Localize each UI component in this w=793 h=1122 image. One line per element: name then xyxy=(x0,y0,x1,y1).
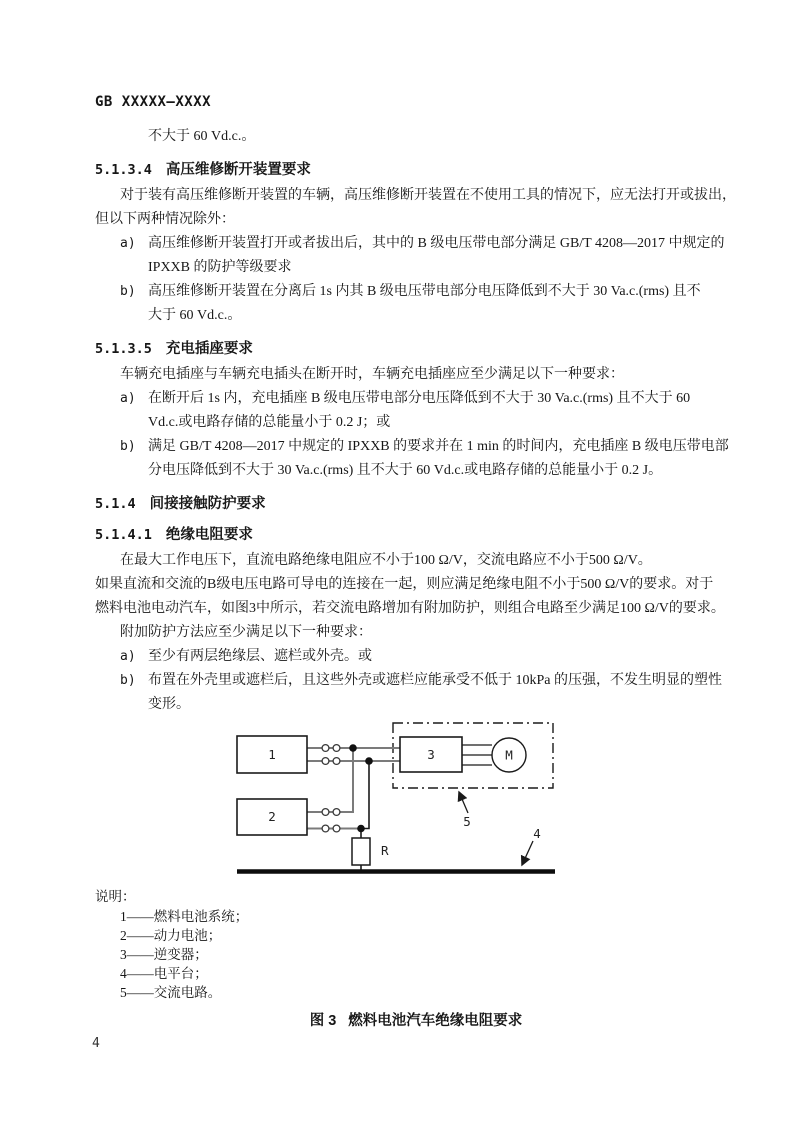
text-line: 车辆充电插座与车辆充电插头在断开时，车辆充电插座应至少满足以下一种要求： xyxy=(120,367,624,382)
figure3-circuit-diagram xyxy=(95,719,735,883)
text-line: 分电压降低到不大于 30 Va.c.(rms) 且不大于 60 Vd.c.或电路存储的总能量小于 0.2 J。 xyxy=(148,463,663,478)
resistor-label: R xyxy=(381,843,389,858)
text-line: 至少有两层绝缘层、遮栏或外壳。或 xyxy=(148,649,372,664)
legend-title: 说明： xyxy=(95,889,136,904)
heading-5-1-3-5 xyxy=(95,337,737,361)
list-item-body xyxy=(148,435,737,483)
heading-title: 绝缘电阻要求 xyxy=(165,527,253,543)
list-item-b xyxy=(120,669,737,717)
ref4-label: 4 xyxy=(533,826,541,841)
list-item-body xyxy=(148,669,737,717)
heading-5-1-4-1 xyxy=(95,523,737,547)
list-marker: a) xyxy=(120,236,136,251)
fuel-cell-system-label: 1 xyxy=(268,747,276,762)
list-item-body xyxy=(148,280,737,328)
list-marker: b) xyxy=(120,284,136,299)
legend-item-1: 1——燃料电池系统； xyxy=(120,909,249,924)
list-marker: a) xyxy=(120,649,136,664)
list-marker: a) xyxy=(120,391,136,406)
legend-item-4: 4——电平台； xyxy=(120,966,208,981)
list-item-a xyxy=(120,387,737,435)
text-line: 对于装有高压维修断开装置的车辆，高压维修断开装置在不使用工具的情况下，应无法打开或拔出， xyxy=(120,188,736,203)
heading-number: 5.1.3.5 xyxy=(95,341,152,357)
heading-5-1-4 xyxy=(95,492,737,516)
figure-caption-title: 燃料电池汽车绝缘电阻要求 xyxy=(348,1013,523,1029)
legend-item-3: 3——逆变器； xyxy=(120,947,208,962)
traction-battery-label: 2 xyxy=(268,809,276,824)
list-marker: b) xyxy=(120,439,136,454)
text-line: 高压维修断开装置在分离后 1s 内其 B 级电压带电部分电压降低到不大于 30 Va.c.(rms) 且不 xyxy=(148,284,701,299)
heading-5-1-3-4 xyxy=(95,158,737,182)
text-line: 但以下两种情况除外： xyxy=(95,212,235,227)
list-item-a xyxy=(120,645,737,669)
heading-number: 5.1.4 xyxy=(95,496,136,512)
legend-item-5: 5——交流电路。 xyxy=(120,985,222,1000)
paragraph-5-1-3-5 xyxy=(95,363,737,387)
figure-caption-number: 图 3 xyxy=(309,1013,337,1029)
carryover-line: 不大于 60 Vd.c.。 xyxy=(148,129,256,144)
heading-title: 间接接触防护要求 xyxy=(149,496,266,512)
heading-number: 5.1.4.1 xyxy=(95,527,152,543)
text-line: 燃料电池电动汽车，如图3中所示，若交流电路增加有附加防护，则组合电路至少满足100 Ω/V的要求。 xyxy=(95,601,725,616)
ref5-arrow xyxy=(459,792,468,813)
inverter-label: 3 xyxy=(427,747,435,762)
three-phase-lines xyxy=(462,745,492,765)
text-line: 布置在外壳里或遮栏后，且这些外壳或遮栏应能承受不低于 10kPa 的压强，不发生明显的塑性 xyxy=(148,673,722,688)
text-line: 如果直流和交流的B级电压电路可导电的连接在一起，则应满足绝缘电阻不小于500 Ω/V的要求。对于 xyxy=(95,577,714,592)
text-line: IPXXB 的防护等级要求 xyxy=(148,260,292,275)
paragraph-5-1-4-1 xyxy=(95,549,737,645)
list-item-a xyxy=(120,232,737,280)
legend-item-2: 2——动力电池； xyxy=(120,928,222,943)
text-line: Vd.c.或电路存储的总能量小于 0.2 J；或 xyxy=(148,415,391,430)
running-header: GB XXXXX—XXXX xyxy=(95,94,212,110)
paragraph-5-1-3-4 xyxy=(95,184,737,232)
list-item-body xyxy=(148,387,737,435)
ref4-arrow xyxy=(522,841,533,865)
resistor-symbol xyxy=(352,838,370,865)
figure-caption xyxy=(95,1010,737,1032)
list-item-body xyxy=(148,645,737,669)
list-item-body xyxy=(148,232,737,280)
connector-contacts xyxy=(322,745,340,832)
text-line: 附加防护方法应至少满足以下一种要求： xyxy=(120,625,372,640)
list-item-b xyxy=(120,435,737,483)
text-line: 变形。 xyxy=(148,697,190,712)
heading-title: 充电插座要求 xyxy=(165,341,253,357)
list-marker: b) xyxy=(120,673,136,688)
hv-wires xyxy=(307,748,400,829)
ref5-label: 5 xyxy=(463,814,471,829)
text-line: 在最大工作电压下，直流电路绝缘电阻应不小于100 Ω/V，交流电路应不小于500 Ω/V。 xyxy=(120,553,652,568)
text-line: 大于 60 Vd.c.。 xyxy=(148,308,242,323)
heading-number: 5.1.3.4 xyxy=(95,162,152,178)
motor-label: M xyxy=(505,747,513,763)
list-item-b xyxy=(120,280,737,328)
text-line: 在断开后 1s 内，充电插座 B 级电压带电部分电压降低到不大于 30 Va.c.(rms) 且不大于 60 xyxy=(148,391,691,406)
text-line: 高压维修断开装置打开或者拔出后，其中的 B 级电压带电部分满足 GB/T 4208—2017 中规定的 xyxy=(148,236,725,251)
heading-title: 高压维修断开装置要求 xyxy=(165,162,311,178)
page-number: 4 xyxy=(92,1036,100,1051)
text-line: 满足 GB/T 4208—2017 中规定的 IPXXB 的要求并在 1 min 的时间内，充电插座 B 级电压带电部 xyxy=(148,439,729,454)
